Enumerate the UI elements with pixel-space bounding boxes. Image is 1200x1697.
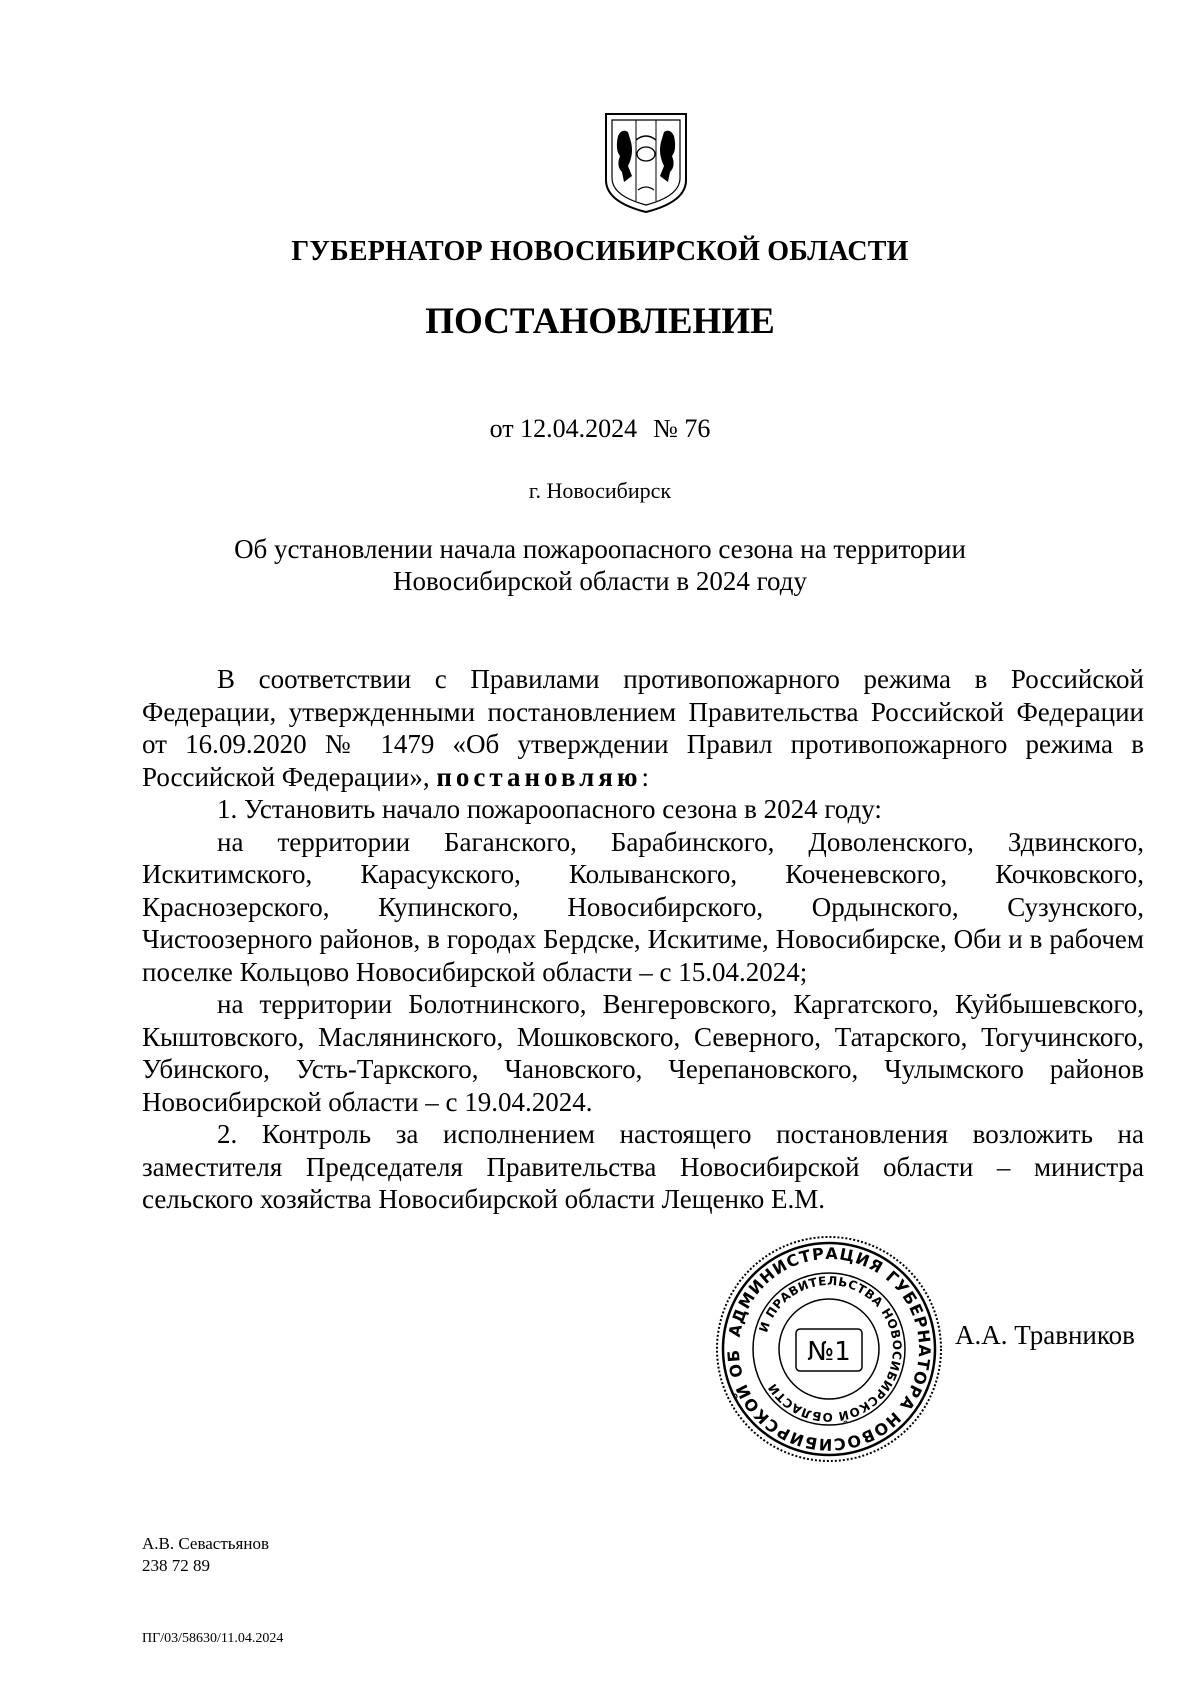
body-paragraph-territories-1: на территории Баганского, Барабинского, Доволенского, Здвинского, Искитимского, Карасукского, Колыванского, Коченевского, Кочковского, Краснозерского, Купинского, Новосибирского, Ордынского, Сузунского, Чистоозерного районов, в городах Бердске, Искитиме, Новосибирске, Оби и в рабочем поселке Кольцово Новосибирской области – с 15.04.2024; (142, 826, 1144, 987)
document-date: от 12.04.2024 (489, 414, 638, 443)
document-type-heading: ПОСТАНОВЛЕНИЕ (425, 301, 775, 342)
document-body (142, 663, 1144, 1216)
document-city: г. Новосибирск (528, 478, 672, 503)
document-subject (140, 533, 1060, 597)
resolve-word: постановляю (436, 761, 642, 792)
seal-inner-text: И ПРАВИТЕЛЬСТВА НОВОСИБИРСКОЙ ОБЛАСТИ (756, 1273, 905, 1425)
document-date-number (0, 414, 1200, 444)
body-paragraph-item-1: 1. Установить начало пожароопасного сезона в 2024 году: (217, 794, 882, 824)
body-paragraph-item-2: 2. Контроль за исполнением настоящего постановления возложить на заместителя Председателя Правительства Новосибирской области – министра сельского хозяйства Новосибирской области Лещенко Е.М. (142, 1119, 1144, 1214)
subject-line-1: Об установлении начала пожароопасного сезона на территории (234, 534, 966, 564)
document-registry-id: ПГ/03/58630/11.04.2024 (142, 1631, 284, 1646)
issuing-authority-heading: ГУБЕРНАТОР НОВОСИБИРСКОЙ ОБЛАСТИ (291, 236, 909, 267)
executor-name: А.В. Севастьянов (142, 1534, 269, 1553)
document-number: № 76 (653, 414, 711, 443)
signatory-name: А.А. Травников (955, 1320, 1135, 1350)
seal-center-number: №1 (807, 1337, 851, 1367)
executor-phone: 238 72 89 (142, 1556, 210, 1575)
preamble-end: : (641, 761, 649, 792)
body-paragraph-territories-2: на территории Болотнинского, Венгеровского, Каргатского, Куйбышевского, Кыштовского, Маслянинского, Мошковского, Северного, Татарского, Тогучинского, Убинского, Усть-Таркского, Чановского, Черепановского, Чулымского районов Новосибирской области – с 19.04.2024. (142, 989, 1144, 1117)
official-seal-stamp (713, 1233, 945, 1465)
coat-of-arms-emblem (598, 110, 694, 216)
preamble-text: В соответствии с Правилами противопожарного режима в Российской Федерации, утвержденными постановлением Правительства Российской Федерации от 16.09.2020 № 1479 «Об утверждении Правил противопожарного режима в Российской Федерации», (142, 664, 1144, 792)
executor-info (142, 1533, 269, 1577)
body-paragraph-preamble (142, 663, 1144, 793)
subject-line-2: Новосибирской области в 2024 году (393, 566, 807, 596)
seal-outer-text: АДМИНИСТРАЦИЯ ГУБЕРНАТОРА НОВОСИБИРСКОЙ ОБ (723, 1243, 935, 1455)
